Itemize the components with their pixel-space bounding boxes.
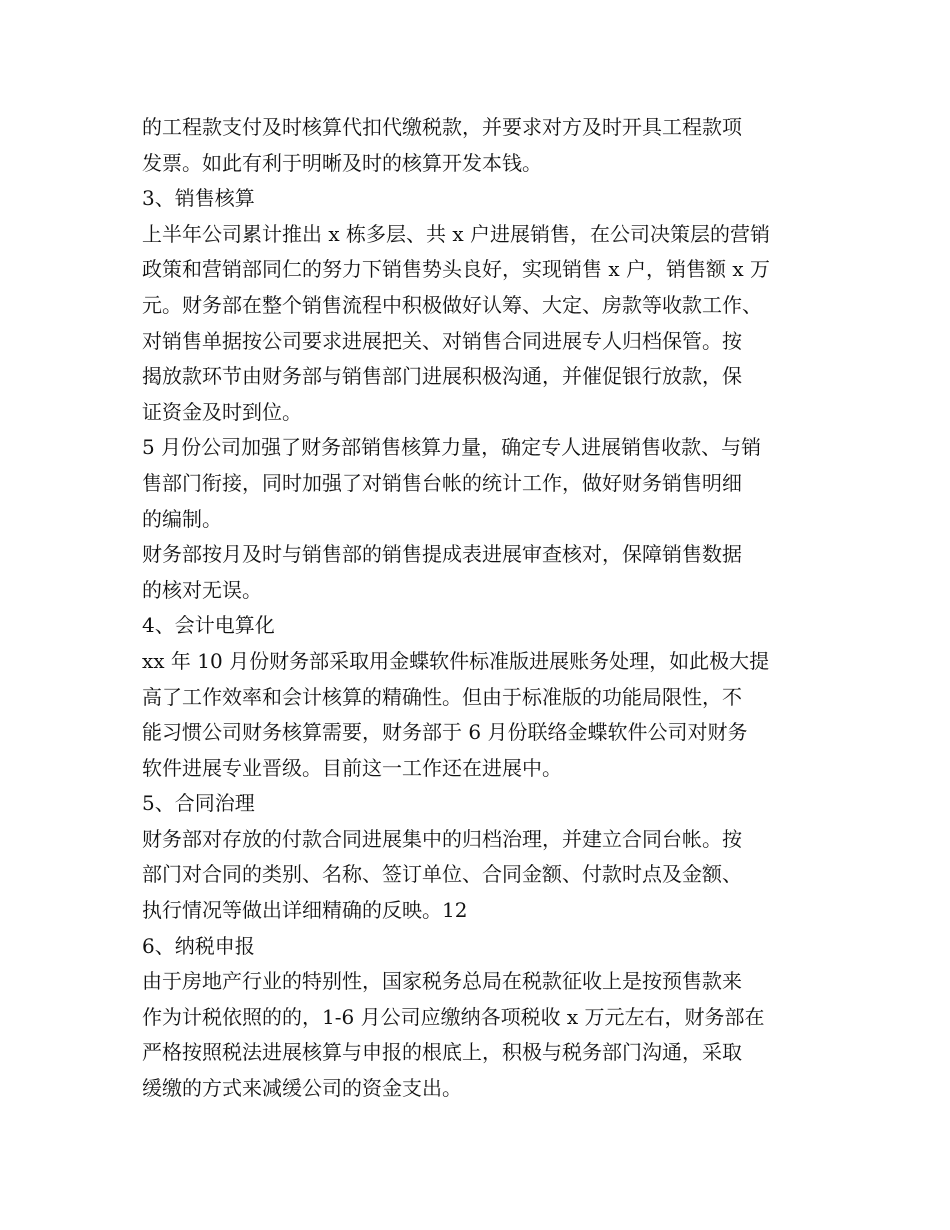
text-line: 证资金及时到位。	[142, 399, 302, 424]
text-line: 财务部按月及时与销售部的销售提成表进展审查核对，保障销售数据	[142, 542, 742, 567]
text-line: 作为计税依照的的，1-6 月公司应缴纳各项税收 x 万元左右，财务部在	[142, 1004, 765, 1029]
text-line: 元。财务部在整个销售流程中积极做好认筹、大定、房款等收款工作、	[142, 292, 762, 317]
text-line: 政策和营销部同仁的努力下销售势头良好，实现销售 x 户，销售额 x 万	[142, 257, 770, 282]
text-line: 软件进展专业晋级。目前这一工作还在进展中。	[142, 755, 562, 780]
text-line: 由于房地产行业的特别性，国家税务总局在税款征收上是按预售款来	[142, 969, 742, 994]
text-line: 缓缴的方式来减缓公司的资金支出。	[142, 1076, 462, 1101]
section-heading-accounting-computerization: 4、会计电算化	[142, 613, 275, 638]
text-line: 高了工作效率和会计核算的精确性。但由于标准版的功能局限性，不	[142, 684, 742, 709]
document-body	[142, 110, 832, 1107]
text-line: 对销售单据按公司要求进展把关、对销售合同进展专人归档保管。按	[142, 328, 742, 353]
text-line: 5 月份公司加强了财务部销售核算力量，确定专人进展销售收款、与销	[142, 435, 762, 460]
text-line: 执行情况等做出详细精确的反映。12	[142, 898, 468, 923]
section-heading-contract-management: 5、合同治理	[142, 791, 255, 816]
text-line: 发票。如此有利于明晰及时的核算开发本钱。	[142, 150, 542, 175]
text-line: 揭放款环节由财务部与销售部门进展积极沟通，并催促银行放款，保	[142, 364, 742, 389]
text-line: 的工程款支付及时核算代扣代缴税款，并要求对方及时开具工程款项	[142, 115, 742, 139]
section-heading-sales-accounting: 3、销售核算	[142, 186, 255, 211]
text-line: 严格按照税法进展核算与申报的根底上，积极与税务部门沟通，采取	[142, 1040, 742, 1065]
text-line: 财务部对存放的付款合同进展集中的归档治理，并建立合同台帐。按	[142, 826, 742, 851]
text-line: 的核对无误。	[142, 577, 262, 602]
text-line: xx 年 10 月份财务部采取用金蝶软件标准版进展账务处理，如此极大提	[142, 648, 770, 673]
section-heading-tax-declaration: 6、纳税申报	[142, 933, 255, 958]
text-line: 能习惯公司财务核算需要，财务部于 6 月份联络金蝶软件公司对财务	[142, 720, 748, 745]
text-line: 售部门衔接，同时加强了对销售台帐的统计工作，做好财务销售明细	[142, 470, 742, 495]
text-line: 上半年公司累计推出 x 栋多层、共 x 户进展销售，在公司决策层的营销	[142, 221, 770, 246]
text-line: 部门对合同的类别、名称、签订单位、合同金额、付款时点及金额、	[142, 862, 742, 887]
text-line: 的编制。	[142, 506, 222, 531]
